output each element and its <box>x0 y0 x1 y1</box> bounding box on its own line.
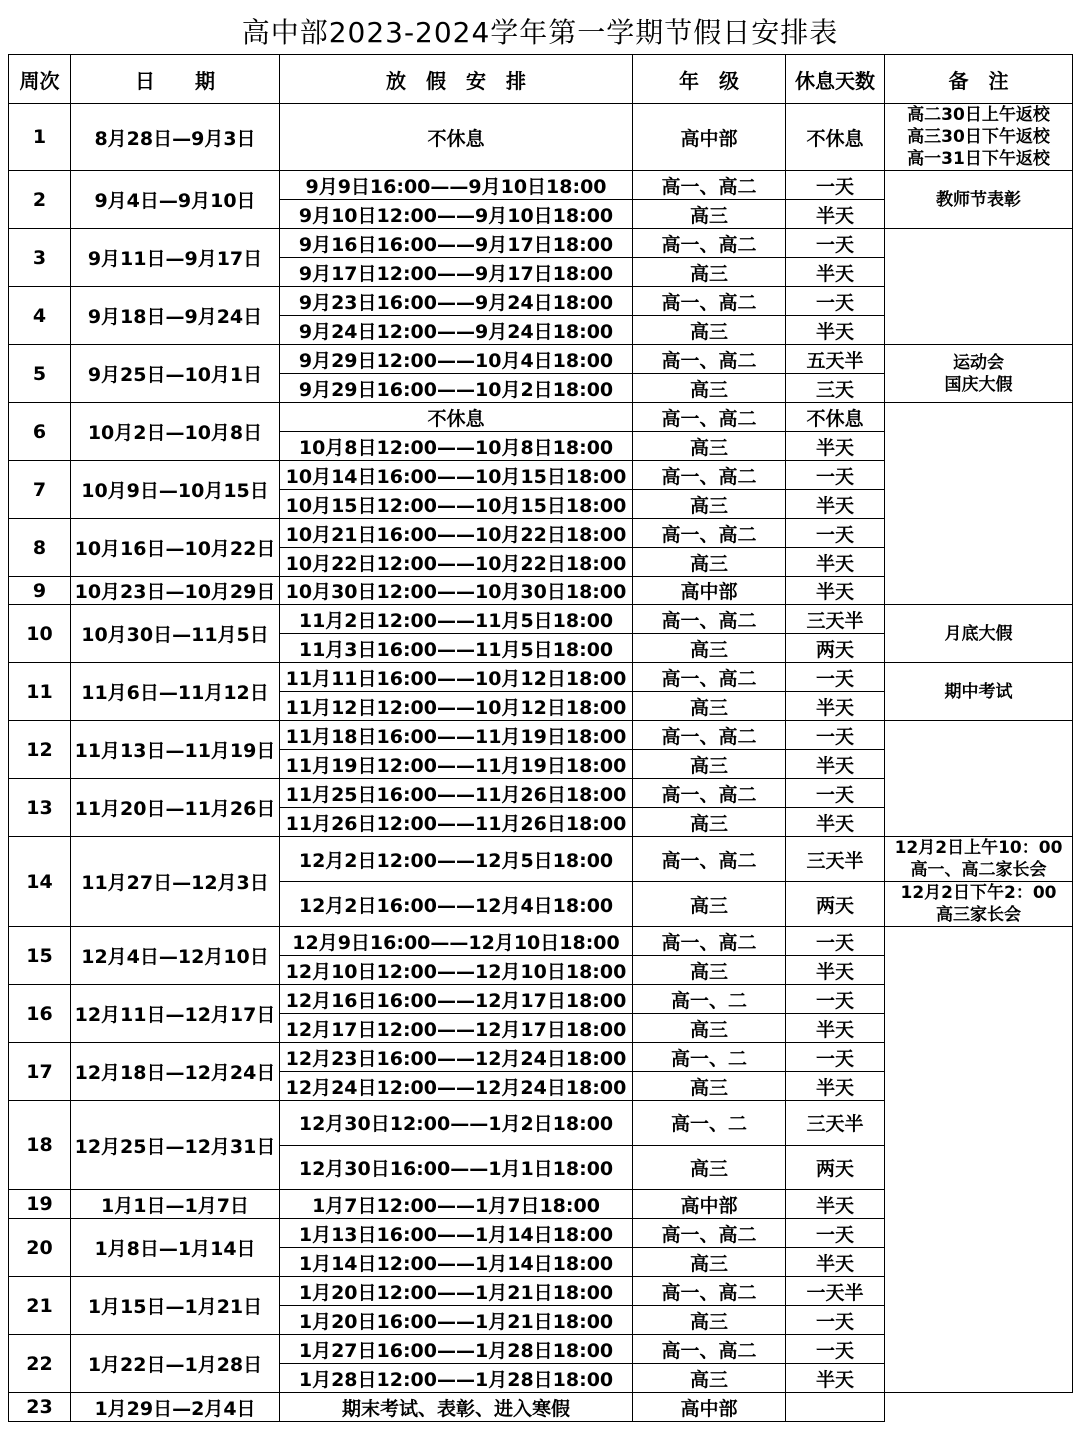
rest-days: 半天 <box>786 1014 885 1043</box>
grade-cell: 高三 <box>633 1306 786 1335</box>
rest-days: 半天 <box>786 316 885 345</box>
week-number: 1 <box>9 104 71 171</box>
holiday-time: 12月9日16:00——12月10日18:00 <box>280 927 633 956</box>
week-date-range: 8月28日—9月3日 <box>71 104 280 171</box>
rest-days: 半天 <box>786 1364 885 1393</box>
holiday-time: 1月7日12:00——1月7日18:00 <box>280 1190 633 1219</box>
week-number: 16 <box>9 985 71 1043</box>
week-date-range: 1月15日—1月21日 <box>71 1277 280 1335</box>
holiday-time: 11月11日16:00——10月12日18:00 <box>280 663 633 692</box>
week-date-range: 10月2日—10月8日 <box>71 403 280 461</box>
table-row <box>9 345 1073 374</box>
week-date-range: 12月25日—12月31日 <box>71 1101 280 1190</box>
rest-days: 一天 <box>786 229 885 258</box>
week-date-range: 10月9日—10月15日 <box>71 461 280 519</box>
rest-days: 半天 <box>786 200 885 229</box>
grade-cell: 高三 <box>633 374 786 403</box>
rest-days: 一天 <box>786 1335 885 1364</box>
note-cell <box>885 663 1073 721</box>
holiday-time: 10月15日12:00——10月15日18:00 <box>280 490 633 519</box>
rest-days: 一天 <box>786 721 885 750</box>
grade-cell: 高中部 <box>633 1190 786 1219</box>
week-date-range: 10月23日—10月29日 <box>71 577 280 605</box>
grade-cell: 高三 <box>633 1248 786 1277</box>
rest-days: 半天 <box>786 692 885 721</box>
holiday-time: 11月25日16:00——11月26日18:00 <box>280 779 633 808</box>
rest-days: 一天 <box>786 519 885 548</box>
week-number: 8 <box>9 519 71 577</box>
rest-days: 五天半 <box>786 345 885 374</box>
holiday-time: 11月12日12:00——10月12日18:00 <box>280 692 633 721</box>
holiday-time: 1月28日12:00——1月28日18:00 <box>280 1364 633 1393</box>
rest-days: 一天 <box>786 985 885 1014</box>
grade-cell: 高三 <box>633 432 786 461</box>
rest-days: 两天 <box>786 882 885 927</box>
rest-days: 半天 <box>786 1072 885 1101</box>
grade-cell: 高三 <box>633 258 786 287</box>
holiday-time: 1月13日16:00——1月14日18:00 <box>280 1219 633 1248</box>
week-date-range: 9月25日—10月1日 <box>71 345 280 403</box>
week-date-range: 10月30日—11月5日 <box>71 605 280 663</box>
holiday-time: 1月20日12:00——1月21日18:00 <box>280 1277 633 1306</box>
holiday-time: 1月14日12:00——1月14日18:00 <box>280 1248 633 1277</box>
table-row <box>9 663 1073 692</box>
holiday-time: 11月3日16:00——11月5日18:00 <box>280 634 633 663</box>
grade-cell: 高三 <box>633 956 786 985</box>
grade-cell: 高一、高二 <box>633 287 786 316</box>
rest-days: 一天 <box>786 663 885 692</box>
rest-days: 半天 <box>786 956 885 985</box>
rest-days: 半天 <box>786 1190 885 1219</box>
week-date-range: 12月4日—12月10日 <box>71 927 280 985</box>
holiday-time: 9月23日16:00——9月24日18:00 <box>280 287 633 316</box>
note-cell <box>885 229 1073 345</box>
holiday-time: 12月2日12:00——12月5日18:00 <box>280 837 633 882</box>
grade-cell: 高三 <box>633 808 786 837</box>
table-row <box>9 605 1073 634</box>
grade-cell: 高三 <box>633 200 786 229</box>
note-cell <box>885 345 1073 403</box>
grade-cell: 高一、高二 <box>633 663 786 692</box>
rest-days: 不休息 <box>786 403 885 432</box>
week-number: 22 <box>9 1335 71 1393</box>
rest-days: 一天 <box>786 287 885 316</box>
rest-days: 一天 <box>786 461 885 490</box>
holiday-time: 10月30日12:00——10月30日18:00 <box>280 577 633 605</box>
page-title: 高中部2023-2024学年第一学期节假日安排表 <box>241 16 839 49</box>
note-line: 12月2日上午10：00 <box>894 838 1063 858</box>
rest-days: 两天 <box>786 1145 885 1190</box>
holiday-time: 10月22日12:00——10月22日18:00 <box>280 548 633 577</box>
rest-days: 一天半 <box>786 1277 885 1306</box>
holiday-time: 不休息 <box>280 403 633 432</box>
rest-days: 不休息 <box>786 104 885 171</box>
holiday-time: 期末考试、表彰、进入寒假 <box>280 1393 633 1422</box>
grade-cell: 高三 <box>633 1072 786 1101</box>
table-row <box>9 927 1073 956</box>
holiday-time: 12月30日12:00——1月2日18:00 <box>280 1101 633 1146</box>
table-row <box>9 229 1073 258</box>
holiday-time: 10月14日16:00——10月15日18:00 <box>280 461 633 490</box>
header-row <box>9 55 1073 104</box>
week-number: 7 <box>9 461 71 519</box>
rest-days: 三天半 <box>786 837 885 882</box>
week-date-range: 1月1日—1月7日 <box>71 1190 280 1219</box>
grade-cell: 高三 <box>633 490 786 519</box>
note-line: 运动会 <box>953 352 1004 373</box>
grade-cell: 高三 <box>633 634 786 663</box>
note-line: 高一31日下午返校 <box>907 149 1050 169</box>
grade-cell: 高一、二 <box>633 1101 786 1146</box>
holiday-time: 12月16日16:00——12月17日18:00 <box>280 985 633 1014</box>
header-week: 周次 <box>9 55 71 104</box>
header-arrangement: 放 假 安 排 <box>280 55 633 104</box>
rest-days: 一天 <box>786 1219 885 1248</box>
rest-days <box>786 1393 885 1422</box>
table-row <box>9 721 1073 750</box>
week-date-range: 11月6日—11月12日 <box>71 663 280 721</box>
week-date-range: 11月20日—11月26日 <box>71 779 280 837</box>
grade-cell: 高三 <box>633 882 786 927</box>
week-number: 9 <box>9 577 71 605</box>
rest-days: 一天 <box>786 779 885 808</box>
grade-cell: 高一、高二 <box>633 1219 786 1248</box>
rest-days: 半天 <box>786 258 885 287</box>
week-number: 3 <box>9 229 71 287</box>
note-line: 高一、高二家长会 <box>910 860 1047 880</box>
grade-cell: 高一、高二 <box>633 779 786 808</box>
schedule-body <box>9 104 1073 1422</box>
note-line: 国庆大假 <box>944 374 1013 395</box>
grade-cell: 高三 <box>633 692 786 721</box>
grade-cell: 高一、高二 <box>633 837 786 882</box>
rest-days: 两天 <box>786 634 885 663</box>
week-date-range: 12月18日—12月24日 <box>71 1043 280 1101</box>
holiday-schedule-table <box>8 54 1073 1422</box>
grade-cell: 高一、高二 <box>633 345 786 374</box>
note-cell <box>885 104 1073 171</box>
grade-cell: 高三 <box>633 750 786 779</box>
header-grade: 年 级 <box>633 55 786 104</box>
week-number: 5 <box>9 345 71 403</box>
week-number: 10 <box>9 605 71 663</box>
rest-days: 半天 <box>786 432 885 461</box>
holiday-time: 12月17日12:00——12月17日18:00 <box>280 1014 633 1043</box>
table-row <box>9 171 1073 200</box>
grade-cell: 高一、高二 <box>633 171 786 200</box>
week-date-range: 9月18日—9月24日 <box>71 287 280 345</box>
holiday-time: 9月24日12:00——9月24日18:00 <box>280 316 633 345</box>
grade-cell: 高中部 <box>633 1393 786 1422</box>
holiday-time: 12月10日12:00——12月10日18:00 <box>280 956 633 985</box>
grade-cell: 高一、高二 <box>633 461 786 490</box>
week-number: 11 <box>9 663 71 721</box>
grade-cell: 高一、高二 <box>633 721 786 750</box>
rest-days: 半天 <box>786 1248 885 1277</box>
holiday-time: 1月20日16:00——1月21日18:00 <box>280 1306 633 1335</box>
week-number: 19 <box>9 1190 71 1219</box>
grade-cell: 高一、二 <box>633 985 786 1014</box>
week-number: 23 <box>9 1393 71 1422</box>
holiday-time: 10月21日16:00——10月22日18:00 <box>280 519 633 548</box>
grade-cell: 高三 <box>633 1364 786 1393</box>
grade-cell: 高一、高二 <box>633 927 786 956</box>
grade-cell: 高中部 <box>633 577 786 605</box>
grade-cell: 高一、二 <box>633 1043 786 1072</box>
holiday-time: 1月27日16:00——1月28日18:00 <box>280 1335 633 1364</box>
grade-cell: 高一、高二 <box>633 1277 786 1306</box>
rest-days: 一天 <box>786 171 885 200</box>
table-row <box>9 104 1073 171</box>
rest-days: 一天 <box>786 1043 885 1072</box>
week-number: 15 <box>9 927 71 985</box>
rest-days: 一天 <box>786 1306 885 1335</box>
holiday-time: 9月29日16:00——10月2日18:00 <box>280 374 633 403</box>
rest-days: 三天半 <box>786 1101 885 1146</box>
rest-days: 半天 <box>786 808 885 837</box>
header-note: 备 注 <box>885 55 1073 104</box>
week-date-range: 11月27日—12月3日 <box>71 837 280 927</box>
holiday-time: 9月29日12:00——10月4日18:00 <box>280 345 633 374</box>
holiday-time: 9月10日12:00——9月10日18:00 <box>280 200 633 229</box>
note-cell <box>885 837 1073 882</box>
note-line: 高三家长会 <box>936 905 1021 925</box>
rest-days: 半天 <box>786 577 885 605</box>
holiday-time: 12月2日16:00——12月4日18:00 <box>280 882 633 927</box>
holiday-time: 10月8日12:00——10月8日18:00 <box>280 432 633 461</box>
grade-cell: 高三 <box>633 548 786 577</box>
note-cell <box>885 927 1073 1393</box>
rest-days: 三天半 <box>786 605 885 634</box>
grade-cell: 高一、高二 <box>633 1335 786 1364</box>
header-days: 休息天数 <box>786 55 885 104</box>
week-number: 17 <box>9 1043 71 1101</box>
note-line: 高二30日上午返校 <box>907 105 1050 125</box>
holiday-time: 11月18日16:00——11月19日18:00 <box>280 721 633 750</box>
note-cell <box>885 721 1073 837</box>
table-row <box>9 403 1073 432</box>
rest-days: 半天 <box>786 548 885 577</box>
week-date-range: 1月29日—2月4日 <box>71 1393 280 1422</box>
note-line: 教师节表彰 <box>936 189 1021 210</box>
header-date: 日 期 <box>71 55 280 104</box>
grade-cell: 高一、高二 <box>633 403 786 432</box>
holiday-time: 9月9日16:00——9月10日18:00 <box>280 171 633 200</box>
note-line: 12月2日下午2：00 <box>900 883 1057 903</box>
week-number: 6 <box>9 403 71 461</box>
grade-cell: 高中部 <box>633 104 786 171</box>
grade-cell: 高三 <box>633 1014 786 1043</box>
week-number: 18 <box>9 1101 71 1190</box>
table-row <box>9 837 1073 882</box>
holiday-time: 11月2日12:00——11月5日18:00 <box>280 605 633 634</box>
holiday-time: 11月26日12:00——11月26日18:00 <box>280 808 633 837</box>
holiday-time: 9月17日12:00——9月17日18:00 <box>280 258 633 287</box>
grade-cell: 高一、高二 <box>633 519 786 548</box>
week-date-range: 9月4日—9月10日 <box>71 171 280 229</box>
rest-days: 三天 <box>786 374 885 403</box>
note-cell <box>885 605 1073 663</box>
grade-cell: 高三 <box>633 1145 786 1190</box>
week-date-range: 9月11日—9月17日 <box>71 229 280 287</box>
table-row <box>9 1393 1073 1422</box>
note-line: 月底大假 <box>944 623 1013 644</box>
note-cell <box>885 171 1073 229</box>
grade-cell: 高三 <box>633 316 786 345</box>
week-number: 12 <box>9 721 71 779</box>
note-cell <box>885 882 1073 927</box>
week-date-range: 1月8日—1月14日 <box>71 1219 280 1277</box>
week-date-range: 10月16日—10月22日 <box>71 519 280 577</box>
week-date-range: 1月22日—1月28日 <box>71 1335 280 1393</box>
week-number: 21 <box>9 1277 71 1335</box>
week-date-range: 11月13日—11月19日 <box>71 721 280 779</box>
holiday-time: 12月23日16:00——12月24日18:00 <box>280 1043 633 1072</box>
grade-cell: 高一、高二 <box>633 605 786 634</box>
rest-days: 半天 <box>786 490 885 519</box>
note-cell <box>885 403 1073 605</box>
week-number: 4 <box>9 287 71 345</box>
grade-cell: 高一、高二 <box>633 229 786 258</box>
holiday-time: 不休息 <box>280 104 633 171</box>
holiday-time: 12月24日12:00——12月24日18:00 <box>280 1072 633 1101</box>
week-number: 13 <box>9 779 71 837</box>
holiday-time: 11月19日12:00——11月19日18:00 <box>280 750 633 779</box>
note-line: 期中考试 <box>944 681 1013 702</box>
holiday-time: 9月16日16:00——9月17日18:00 <box>280 229 633 258</box>
week-number: 20 <box>9 1219 71 1277</box>
holiday-time: 12月30日16:00——1月1日18:00 <box>280 1145 633 1190</box>
week-date-range: 12月11日—12月17日 <box>71 985 280 1043</box>
week-number: 14 <box>9 837 71 927</box>
rest-days: 半天 <box>786 750 885 779</box>
note-line: 高三30日下午返校 <box>907 127 1050 147</box>
week-number: 2 <box>9 171 71 229</box>
rest-days: 一天 <box>786 927 885 956</box>
